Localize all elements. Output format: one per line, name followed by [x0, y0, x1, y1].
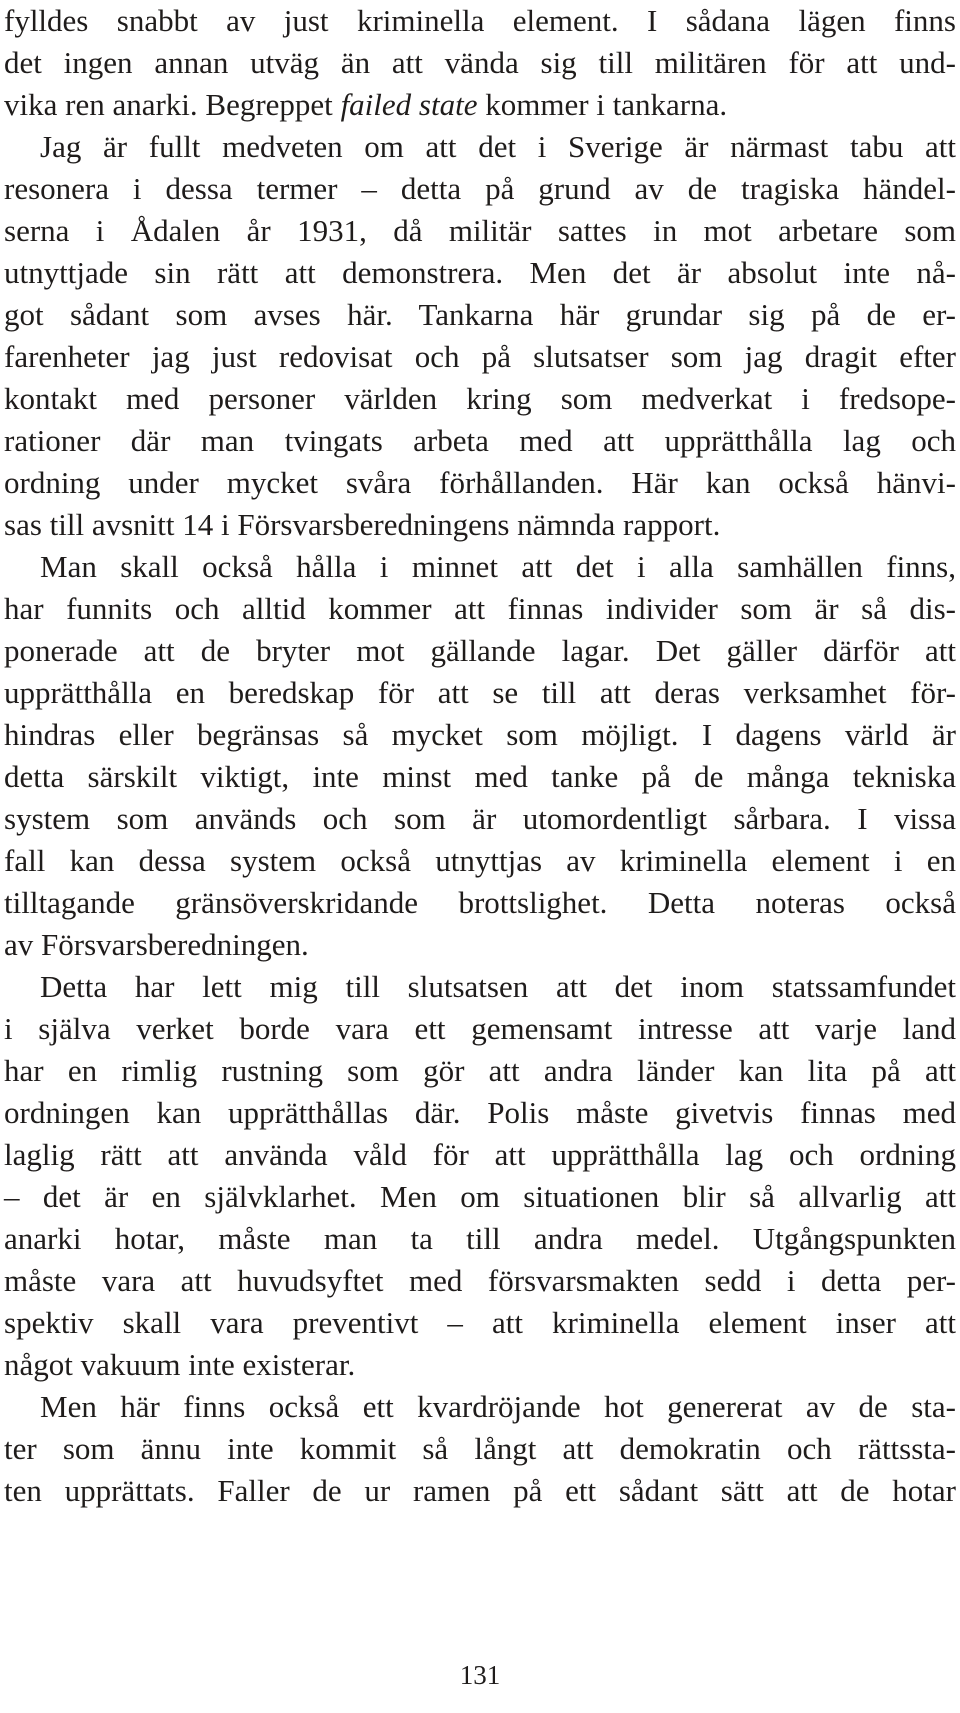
text-line: – det är en självklarhet. Men om situationen blir så allvarlig att	[4, 1179, 956, 1214]
text-line: fall kan dessa system också utnyttjas av kriminella element i en	[4, 843, 956, 878]
text-line: Man skall också hålla i minnet att det i alla samhällen finns,	[40, 549, 956, 584]
text-line: got sådant som avses här. Tankarna här grundar sig på de er-	[4, 297, 956, 332]
text-line: resonera i dessa termer – detta på grund av de tragiska händel-	[4, 171, 956, 206]
text-line: Men här finns också ett kvardröjande hot genererat av de sta-	[40, 1389, 956, 1424]
text-line: serna i Ådalen år 1931, då militär sattes in mot arbetare som	[4, 213, 956, 248]
text-line: laglig rätt att använda våld för att upprätthålla lag och ordning	[4, 1137, 956, 1172]
page-number: 131	[459, 1660, 501, 1690]
text-line: system som används och som är utomordentligt sårbara. I vissa	[4, 801, 956, 836]
text-line: Jag är fullt medveten om att det i Sverige är närmast tabu att	[40, 129, 956, 164]
text-line: har funnits och alltid kommer att finnas individer som är så dis-	[4, 591, 956, 626]
text-line: kontakt med personer världen kring som medverkat i fredsope-	[4, 381, 956, 416]
text-line	[4, 84, 956, 126]
text-line: ter som ännu inte kommit så långt att demokratin och rättssta-	[4, 1431, 956, 1466]
text-line: av Försvarsberedningen.	[4, 927, 309, 962]
italic-term: failed state	[340, 87, 478, 122]
text-line: Detta har lett mig till slutsatsen att det inom statssamfundet	[40, 969, 956, 1004]
text-line: det ingen annan utväg än att vända sig till militären för att und-	[4, 45, 956, 80]
text-segment: kommer i tankarna.	[477, 87, 728, 122]
text-segment: vika ren anarki. Begreppet	[4, 87, 341, 122]
text-line: i själva verket borde vara ett gemensamt intresse att varje land	[4, 1011, 956, 1046]
text-line: ponerade att de bryter mot gällande lagar. Det gäller därför att	[4, 633, 956, 668]
text-line: detta särskilt viktigt, inte minst med tanke på de många tekniska	[4, 759, 956, 794]
text-line: har en rimlig rustning som gör att andra länder kan lita på att	[4, 1053, 956, 1088]
text-line: utnyttjade sin rätt att demonstrera. Men det är absolut inte nå-	[4, 255, 956, 290]
body-text	[4, 0, 956, 1512]
text-line: ordning under mycket svåra förhållanden. Här kan också hänvi-	[4, 465, 956, 500]
text-line: sas till avsnitt 14 i Försvarsberedningens nämnda rapport.	[4, 507, 721, 542]
text-line: anarki hotar, måste man ta till andra medel. Utgångspunkten	[4, 1221, 956, 1256]
text-line: fylldes snabbt av just kriminella element. I sådana lägen finns	[4, 3, 956, 38]
text-line: tilltagande gränsöverskridande brottslighet. Detta noteras också	[4, 885, 956, 920]
text-line: ordningen kan upprätthållas där. Polis måste givetvis finnas med	[4, 1095, 956, 1130]
text-line: något vakuum inte existerar.	[4, 1347, 356, 1382]
text-line: rationer där man tvingats arbeta med att upprätthålla lag och	[4, 423, 956, 458]
text-line: spektiv skall vara preventivt – att kriminella element inser att	[4, 1305, 956, 1340]
text-line: hindras eller begränsas så mycket som möjligt. I dagens värld är	[4, 717, 956, 752]
text-line: måste vara att huvudsyftet med försvarsmakten sedd i detta per-	[4, 1263, 956, 1298]
text-line: farenheter jag just redovisat och på slutsatser som jag dragit efter	[4, 339, 956, 374]
text-line: ten upprättats. Faller de ur ramen på ett sådant sätt att de hotar	[4, 1473, 956, 1508]
text-line: upprätthålla en beredskap för att se till att deras verksamhet för-	[4, 675, 956, 710]
